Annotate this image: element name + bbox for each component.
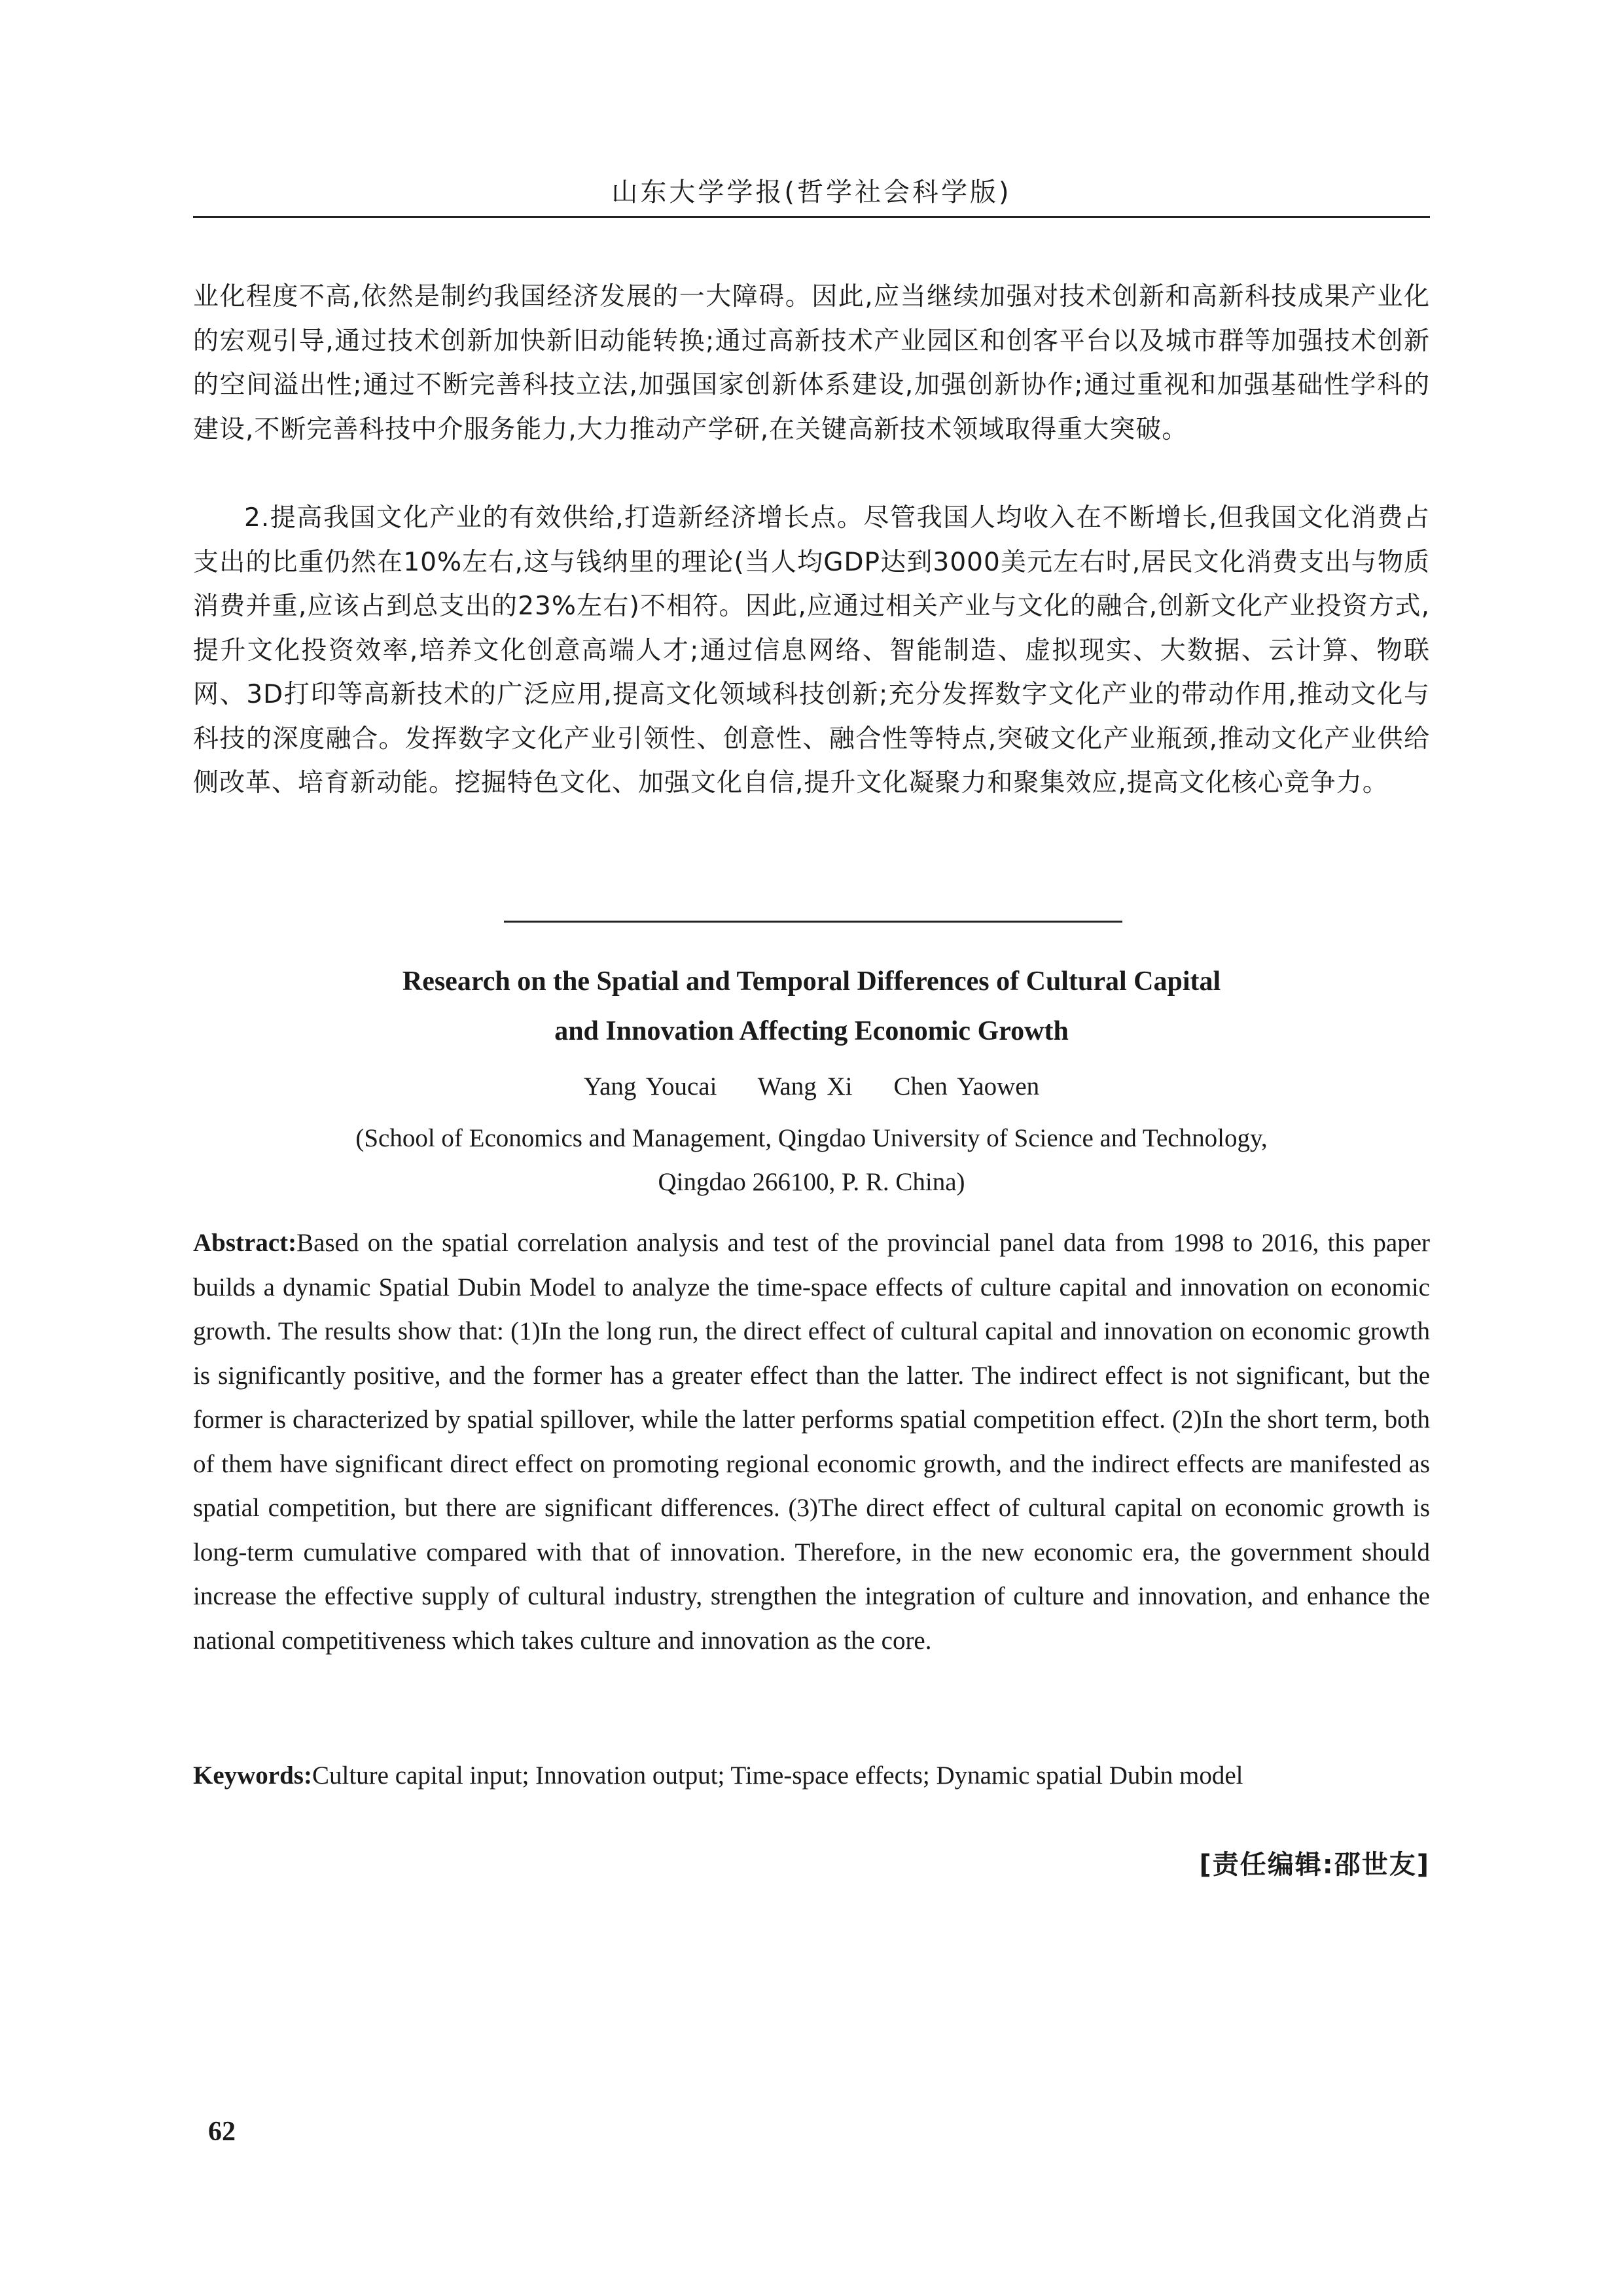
running-header: 山东大学学报(哲学社会科学版) [611,177,1012,207]
english-abstract [193,1221,1430,1663]
abstract-text: Based on the spatial correlation analysis and test of the provincial panel data from 1998 to 2016, this paper builds a dynamic Spatial Dubin Model to analyze the time-space effects of culture capital and innovation on economic growth. The results show that: (1)In the long run, the direct effect of cultural capital and innovation on economic growth is significantly positive, and the former has a greater effect than the latter. The indirect effect is not significant, but the former is characterized by spatial spillover, while the latter performs spatial competition effect. (2)In the short term, both of them have significant direct effect on promoting regional economic growth, and the indirect effects are manifested as spatial competition, but there are significant differences. (3)The direct effect of cultural capital on economic growth is long-term cumulative compared with that of innovation. Therefore, in the new economic era, the government should increase the effective supply of cultural industry, strengthen the integration of culture and innovation, and enhance the national competitiveness which takes culture and innovation as the core. [193,1229,1430,1655]
abstract-label: Abstract: [193,1229,297,1257]
body-paragraph-2: 2.提高我国文化产业的有效供给,打造新经济增长点。尽管我国人均收入在不断增长,但我国文化消费占支出的比重仍然在10%左右,这与钱纳里的理论(当人均GDP达到3000美元左右时,居民文化消费支出与物质消费并重,应该占到总支出的23%左右)不相符。因此,应通过相关产业与文化的融合,创新文化产业投资方式,提升文化投资效率,培养文化创意高端人才;通过信息网络、智能制造、虚拟现实、大数据、云计算、物联网、3D打印等高新技术的广泛应用,提高文化领域科技创新;充分发挥数字文化产业的带动作用,推动文化与科技的深度融合。发挥数字文化产业引领性、创意性、融合性等特点,突破文化产业瓶颈,推动文化产业供给侧改革、培育新动能。挖掘特色文化、加强文化自信,提升文化凝聚力和聚集效应,提高文化核心竞争力。 [193,503,1430,798]
header-rule [193,216,1430,218]
editor-note: [责任编辑:邵世友] [1199,1850,1430,1880]
keywords-label: Keywords: [193,1761,312,1790]
affiliation-line-2: Qingdao 266100, P. R. China) [658,1168,965,1196]
page-number: 62 [208,2117,236,2147]
keywords-text: Culture capital input; Innovation output; Time-space effects; Dynamic spatial Dubin model [312,1761,1243,1790]
body-paragraph-1: 业化程度不高,依然是制约我国经济发展的一大障碍。因此,应当继续加强对技术创新和高新科技成果产业化的宏观引导,通过技术创新加快新旧动能转换;通过高新技术产业园区和创客平台以及城市群等加强技术创新的空间溢出性;通过不断完善科技立法,加强国家创新体系建设,加强创新协作;通过重视和加强基础性学科的建设,不断完善科技中介服务能力,大力推动产学研,在关键高新技术领域取得重大突破。 [193,282,1430,444]
english-title-line-1: Research on the Spatial and Temporal Differences of Cultural Capital [402,966,1221,997]
section-divider [504,921,1122,923]
english-affiliation [193,1116,1430,1204]
affiliation-line-1: (School of Economics and Management, Qingdao University of Science and Technology, [355,1124,1268,1152]
english-title [275,957,1348,1056]
english-authors: Yang Youcai Wang Xi Chen Yaowen [583,1072,1040,1101]
english-keywords [193,1754,1430,1797]
english-title-line-2: and Innovation Affecting Economic Growth [554,1016,1069,1046]
